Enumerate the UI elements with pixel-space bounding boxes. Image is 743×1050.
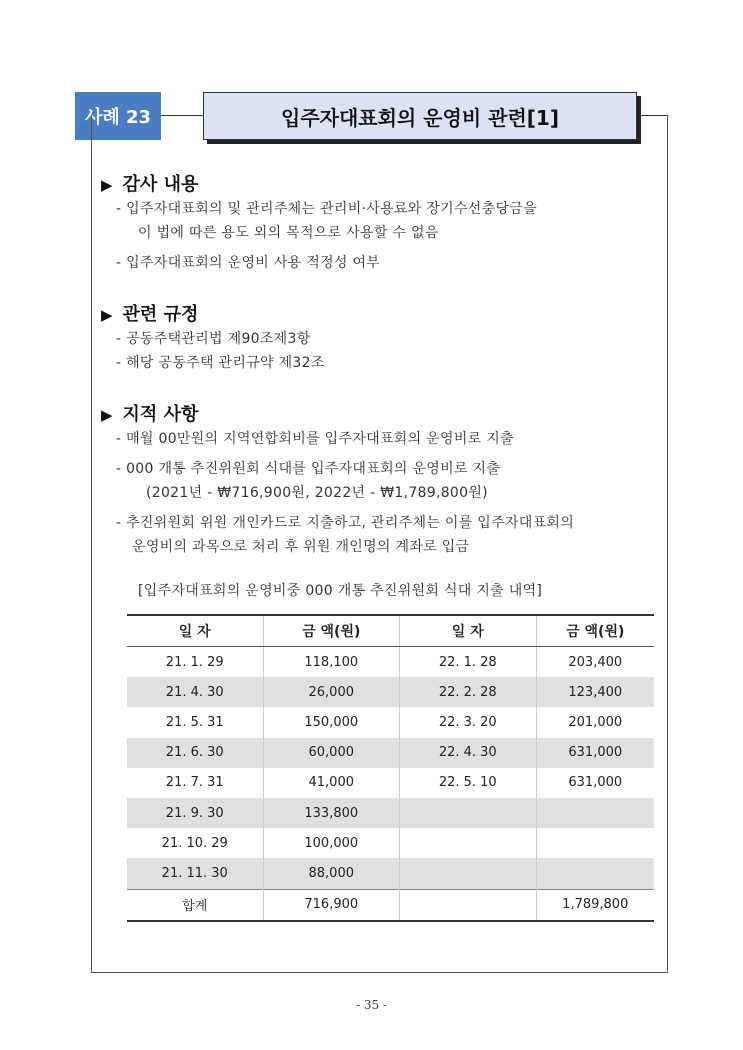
- cell-amount: 26,000: [263, 677, 400, 707]
- table-caption: [입주자대표회의 운영비중 000 개통 추진위원회 식대 지출 내역]: [138, 583, 543, 599]
- table-total-row: [127, 889, 654, 921]
- table-row: [127, 738, 654, 768]
- cell-date: 22. 2. 28: [400, 677, 537, 707]
- cell-date: [400, 798, 537, 828]
- cell-amount: 123,400: [536, 677, 654, 707]
- cell-date: 21. 11. 30: [127, 858, 263, 889]
- cell-amount: 88,000: [263, 858, 400, 889]
- text-line: 운영비의 과목으로 처리 후 위원 개인명의 계좌로 입금: [132, 539, 470, 555]
- cell-amount: 201,000: [536, 707, 654, 737]
- cell-date: 21. 5. 31: [165, 714, 224, 730]
- cell-amount: [536, 828, 654, 858]
- cell-amount: 631,000: [536, 768, 654, 798]
- cell-date: 21. 9. 30: [127, 798, 263, 828]
- cell-amount: 60,000: [263, 738, 400, 768]
- cell-amount: 118,100: [263, 647, 400, 678]
- cell-amount: 203,400: [536, 647, 654, 678]
- triangle-bullet-icon: ▶: [101, 306, 113, 324]
- text-line: - 공동주택관리법 제90조제3항: [116, 331, 311, 347]
- cell-date: 21. 10. 29: [161, 835, 228, 851]
- cell-total-amount: 1,789,800: [536, 889, 654, 921]
- column-header-amount: 금 액(원): [536, 615, 654, 647]
- page-number: - 35 -: [355, 998, 387, 1012]
- cell-date: 21. 7. 31: [165, 775, 224, 791]
- text-line: - 추진위원회 위원 개인카드로 지출하고, 관리주체는 이를 입주자대표회의: [116, 515, 575, 531]
- table-row: [127, 677, 654, 707]
- frame-corner: [667, 115, 668, 145]
- case-badge: 사례 23: [75, 92, 161, 140]
- section-heading-audit: ▶ 감사 내용: [101, 174, 199, 195]
- cell-date: 21. 6. 30: [127, 738, 263, 768]
- triangle-bullet-icon: ▶: [101, 406, 113, 424]
- cell-date: 21. 4. 30: [127, 677, 263, 707]
- cell-total-label: 합계: [127, 889, 263, 921]
- text-line: (2021년 - ₩716,900원, 2022년 - ₩1,789,800원): [146, 485, 488, 501]
- section-heading-findings: ▶ 지적 사항: [101, 404, 199, 425]
- cell-date: 22. 3. 20: [400, 707, 537, 737]
- cell-date: 21. 1. 29: [165, 654, 224, 670]
- cell-amount: 41,000: [263, 768, 400, 798]
- column-header-date: 일 자: [127, 615, 263, 647]
- column-header-date: 일 자: [400, 615, 537, 647]
- table-row: [127, 858, 654, 889]
- cell-date: 22. 1. 28: [400, 647, 537, 678]
- cell-date: 22. 4. 30: [400, 738, 537, 768]
- table-row: [127, 798, 654, 828]
- table-row: [127, 768, 654, 798]
- cell-date: [400, 828, 537, 858]
- text-line: - 해당 공동주택 관리규약 제32조: [116, 355, 325, 371]
- triangle-bullet-icon: ▶: [101, 176, 113, 194]
- cell-empty: [400, 889, 537, 921]
- text-line: - 입주자대표회의 및 관리주체는 관리비·사용료와 장기수선충당금을: [116, 201, 537, 217]
- text-line: - 000 개통 추진위원회 식대를 입주자대표회의 운영비로 지출: [116, 461, 501, 477]
- cell-amount: 100,000: [263, 828, 400, 858]
- cell-date: 22. 5. 10: [400, 768, 537, 798]
- page-title: 입주자대표회의 운영비 관련[1]: [203, 92, 637, 140]
- expense-table: [127, 614, 654, 922]
- cell-amount: 133,800: [263, 798, 400, 828]
- text-line: - 매월 00만원의 지역연합회비를 입주자대표회의 운영비로 지출: [116, 431, 514, 447]
- section-heading-regulation: ▶ 관련 규정: [101, 304, 199, 325]
- cell-amount: 150,000: [263, 707, 400, 737]
- text-line: 이 법에 따른 용도 외의 목적으로 사용할 수 없음: [138, 225, 439, 241]
- table-row: [127, 707, 654, 737]
- column-header-amount: 금 액(원): [263, 615, 400, 647]
- text-line: - 입주자대표회의 운영비 사용 적정성 여부: [116, 255, 381, 271]
- cell-amount: [536, 858, 654, 889]
- cell-date: [400, 858, 537, 889]
- cell-amount: [536, 798, 654, 828]
- cell-amount: 631,000: [536, 738, 654, 768]
- table-row: [127, 647, 654, 678]
- table-row: [127, 828, 654, 858]
- table-header-row: [127, 615, 654, 647]
- cell-total-amount: 716,900: [263, 889, 400, 921]
